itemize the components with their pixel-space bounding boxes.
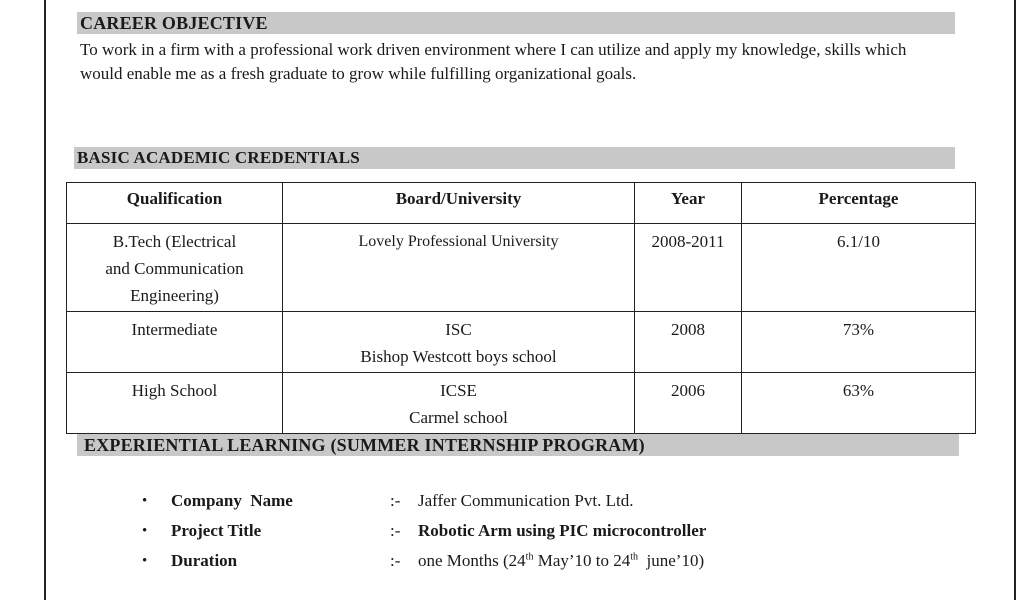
ordinal-suffix: th — [630, 551, 639, 563]
ordinal-suffix: th — [525, 551, 534, 563]
company-name-label: Company Name — [171, 491, 293, 510]
bullet: • — [142, 523, 148, 539]
board-cell — [283, 312, 635, 373]
column-header-qualification: Qualification — [67, 183, 283, 224]
separator: :- — [390, 521, 401, 540]
column-header-board: Board/University — [283, 183, 635, 224]
duration-start-text: one Months (24 — [418, 551, 526, 570]
table-row — [67, 312, 976, 373]
duration-label: Duration — [171, 551, 238, 570]
qualification-line: and Communication — [105, 259, 244, 278]
percentage-cell: 73% — [742, 312, 976, 373]
percentage-cell: 63% — [742, 373, 976, 434]
bullet: • — [142, 493, 148, 509]
career-objective-text: To work in a firm with a professional work driven environment where I can utilize and apply my knowledge, skills which would enable me as a fresh graduate to grow while fulfilling organizational goals. — [80, 40, 907, 83]
column-header-year: Year — [635, 183, 742, 224]
percentage-cell: 6.1/10 — [742, 224, 976, 312]
qualification-line: High School — [131, 381, 218, 400]
project-title-value: Robotic Arm using PIC microcontroller — [418, 521, 707, 540]
table-header-row — [67, 183, 976, 224]
duration-end-text: june’10) — [638, 551, 705, 570]
company-name-value: Jaffer Communication Pvt. Ltd. — [418, 491, 634, 510]
table-row — [67, 373, 976, 434]
column-header-percentage: Percentage — [742, 183, 976, 224]
separator: :- — [390, 551, 401, 570]
qualification-cell — [67, 373, 283, 434]
qualification-line: B.Tech (Electrical — [112, 232, 237, 251]
duration-value — [418, 546, 704, 576]
table-row — [67, 224, 976, 312]
year-cell: 2008 — [635, 312, 742, 373]
academic-credentials-table — [66, 182, 976, 434]
separator: :- — [390, 491, 401, 510]
board-cell — [283, 373, 635, 434]
academic-credentials-heading: BASIC ACADEMIC CREDENTIALS — [74, 147, 955, 169]
qualification-cell — [67, 224, 283, 312]
experiential-learning-heading: EXPERIENTIAL LEARNING (SUMMER INTERNSHIP PROGRAM) — [77, 434, 959, 456]
career-objective-heading: CAREER OBJECTIVE — [77, 12, 955, 34]
qualification-line: Intermediate — [131, 320, 218, 339]
board-line: Lovely Professional University — [358, 233, 559, 250]
board-line: Bishop Westcott boys school — [360, 347, 557, 366]
qualification-line: Engineering) — [130, 286, 219, 305]
page-border-right — [1014, 0, 1016, 600]
project-title-label: Project Title — [171, 521, 262, 540]
board-cell — [283, 224, 635, 312]
year-cell: 2006 — [635, 373, 742, 434]
board-line: ISC — [445, 320, 472, 339]
board-line: ICSE — [440, 381, 477, 400]
board-line: Carmel school — [409, 408, 508, 427]
year-cell: 2008-2011 — [635, 224, 742, 312]
duration-middle-text: May’10 to 24 — [533, 551, 631, 570]
page-border-left — [44, 0, 46, 600]
qualification-cell — [67, 312, 283, 373]
bullet: • — [142, 553, 148, 569]
